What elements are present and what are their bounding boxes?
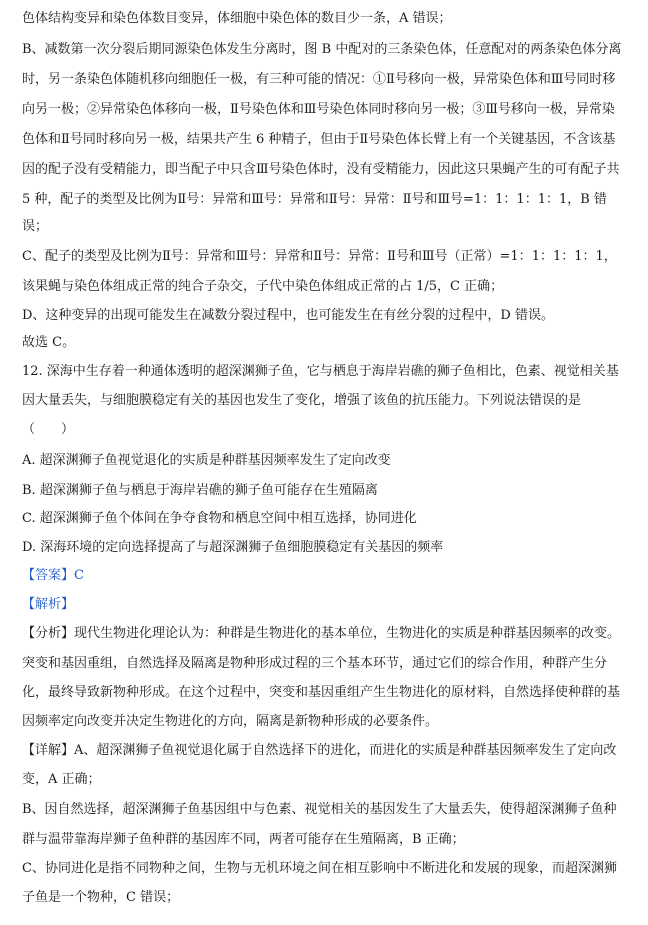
- option-c: C. 超深渊狮子鱼个体间在争夺食物和栖息空间中相互选择，协同进化: [22, 511, 417, 526]
- text-line: 向另一极；②异常染色体移向一极，Ⅱ号染色体和Ⅲ号染色体同时移向另一极；③Ⅲ号移向一极，异常染: [22, 102, 615, 117]
- text-line: 故选 C。: [22, 335, 76, 350]
- detail-line: C、协同进化是指不同物种之间，生物与无机环境之间在相互影响中不断进化和发展的现象，而超深渊狮: [22, 861, 617, 876]
- text-line: 色体和Ⅱ号同时移向另一极，结果共产生 6 种精子，但由于Ⅱ号染色体长臂上有一个关键基因，不含该基: [22, 132, 616, 147]
- analysis-line: 【分析】现代生物进化理论认为：种群是生物进化的基本单位，生物进化的实质是种群基因频率的改变。: [22, 626, 621, 641]
- detail-line: B、因自然选择，超深渊狮子鱼基因组中与色素、视觉相关的基因发生了大量丢失，使得超深渊狮子鱼种: [22, 802, 617, 817]
- text-line: 色体结构变异和染色体数目变异，体细胞中染色体的数目少一条，A 错误；: [22, 11, 452, 26]
- text-line: B、减数第一次分裂后期同源染色体发生分离时，图 B 中配对的三条染色体，任意配对的两条染色体分离: [22, 42, 622, 57]
- option-d: D. 深海环境的定向选择提高了与超深渊狮子鱼细胞膜稳定有关基因的频率: [22, 540, 444, 555]
- answer-label: 【答案】C: [22, 568, 84, 583]
- answer-blank: （ ）: [22, 422, 75, 437]
- detail-line: 子鱼是一个物种，C 错误；: [22, 890, 180, 905]
- analysis-line: 突变和基因重组，自然选择及隔离是物种形成过程的三个基本环节，通过它们的综合作用，种群产生分: [22, 656, 608, 671]
- text-line: C、配子的类型及比例为Ⅱ号：异常和Ⅲ号：异常和Ⅱ号：异常：Ⅱ号和Ⅲ号（正常）=1：1：1：1：1，: [22, 249, 617, 264]
- option-b: B. 超深渊狮子鱼与栖息于海岸岩礁的狮子鱼可能存在生殖隔离: [22, 483, 378, 498]
- analysis-label: 【解析】: [22, 597, 75, 612]
- analysis-line: 化，最终导致新物种形成。在这个过程中，突变和基因重组产生生物进化的原材料，自然选择使种群的基: [22, 685, 621, 700]
- detail-line: 变，A 正确；: [22, 772, 101, 787]
- detail-line: 【详解】A、超深渊狮子鱼视觉退化属于自然选择下的进化，而进化的实质是种群基因频率发生了定向改: [22, 743, 617, 758]
- text-line: D、这种变异的出现可能发生在减数分裂过程中，也可能发生在有丝分裂的过程中，D 错误。: [22, 308, 554, 323]
- option-a: A. 超深渊狮子鱼视觉退化的实质是种群基因频率发生了定向改变: [22, 453, 391, 468]
- question-stem-line: 12. 深海中生存着一种通体透明的超深渊狮子鱼，它与栖息于海岸岩礁的狮子鱼相比，色素、视觉相关基: [22, 364, 619, 379]
- question-stem-line: 因大量丢失，与细胞膜稳定有关的基因也发生了变化，增强了该鱼的抗压能力。下列说法错误的是: [22, 393, 582, 408]
- text-line: 误；: [22, 219, 49, 234]
- analysis-line: 因频率定向改变并决定生物进化的方向，隔离是新物种形成的必要条件。: [22, 714, 439, 729]
- text-line: 时，另一条染色体随机移向细胞任一极，有三种可能的情况：①Ⅱ号移向一极，异常染色体和Ⅲ号同时移: [22, 72, 616, 87]
- text-line: 该果蝇与染色体组成正常的纯合子杂交，子代中染色体组成正常的占 1/5，C 正确；: [22, 279, 504, 294]
- text-line: 5 种，配子的类型及比例为Ⅱ号：异常和Ⅲ号：异常和Ⅱ号：异常：Ⅱ号和Ⅲ号=1：1：1：1：1，B 错: [22, 192, 607, 207]
- detail-line: 群与温带靠海岸狮子鱼种群的基因库不同，两者可能存在生殖隔离，B 正确；: [22, 832, 465, 847]
- text-line: 因的配子没有受精能力，即当配子中只含Ⅲ号染色体时，没有受精能力，因此这只果蝇产生的可有配子共: [22, 162, 620, 177]
